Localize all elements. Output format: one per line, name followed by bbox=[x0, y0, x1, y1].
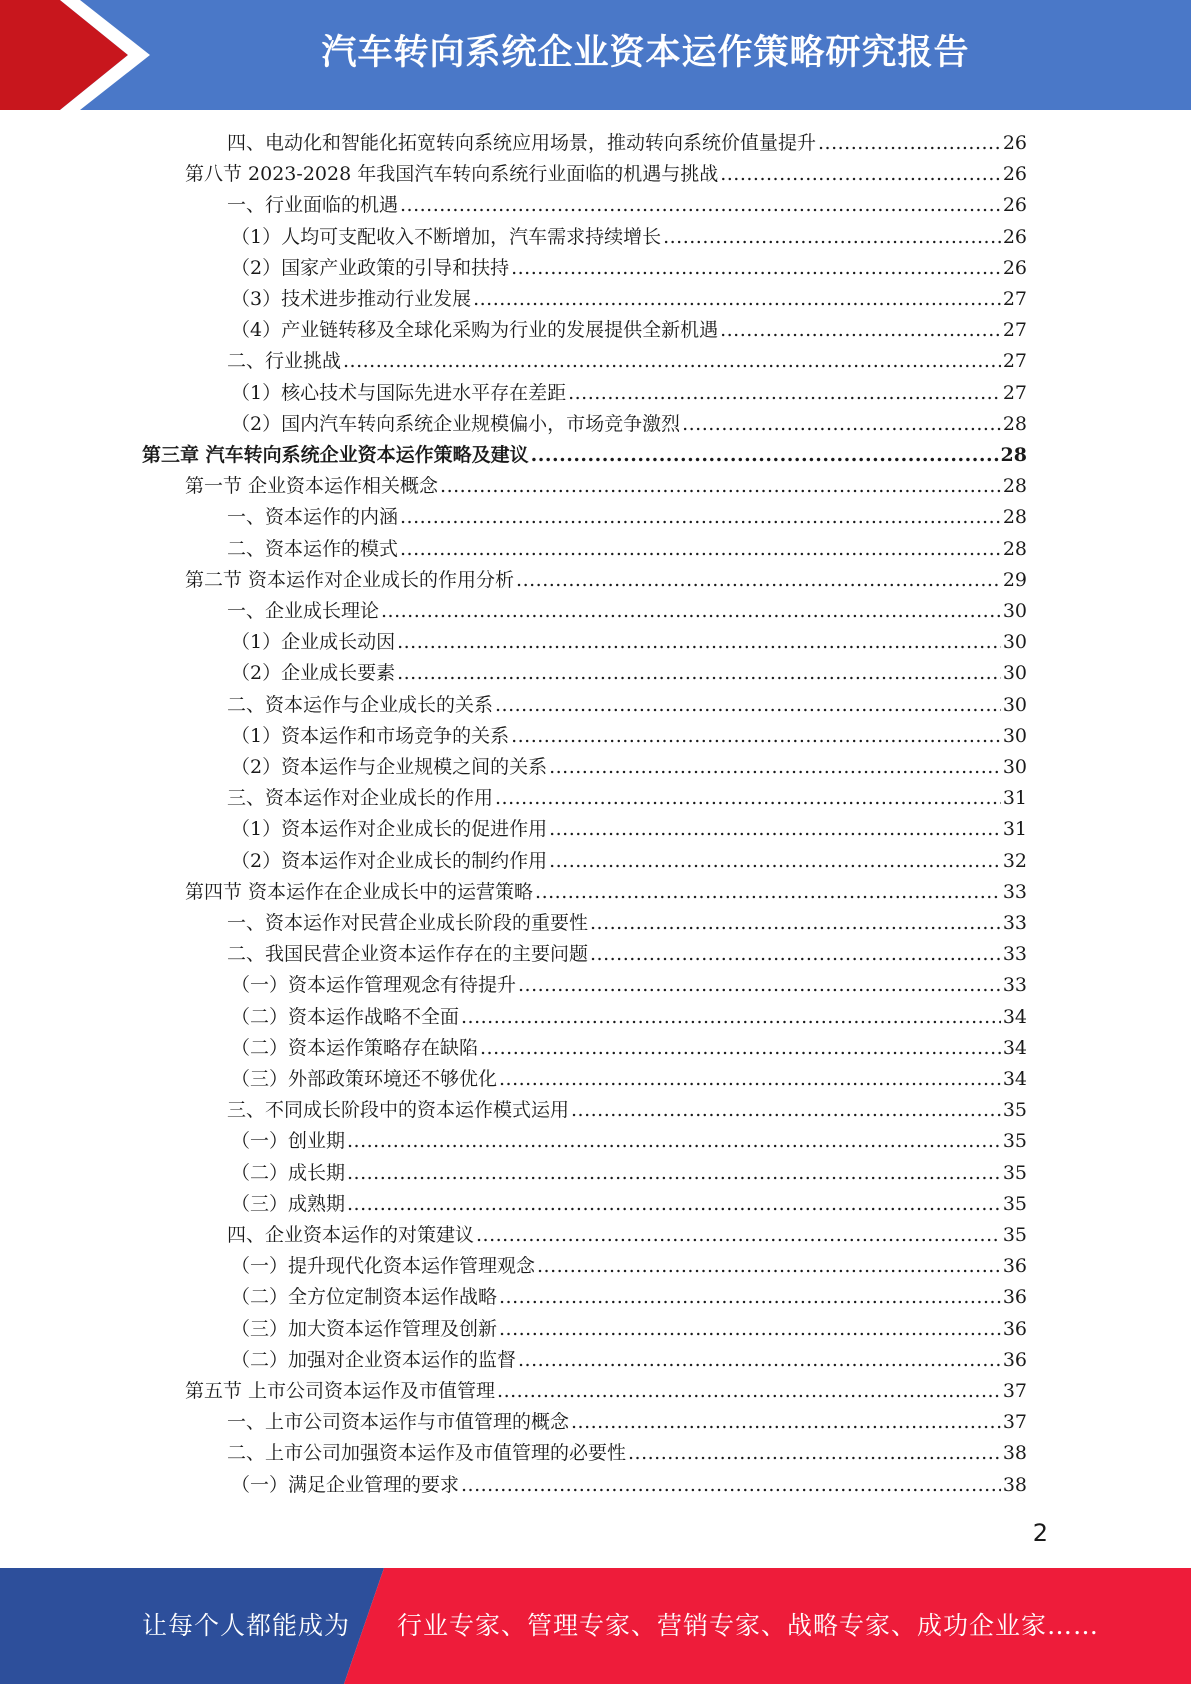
toc-entry-page: 29 bbox=[1002, 568, 1027, 591]
toc-entry-title: （三）外部政策环境还不够优化 bbox=[231, 1068, 498, 1090]
toc-entry[interactable] bbox=[142, 440, 1027, 471]
toc-entry[interactable] bbox=[231, 1282, 1027, 1313]
toc-entry-title: 第一节 企业资本运作相关概念 bbox=[185, 475, 439, 498]
toc-entry-title: 四、电动化和智能化拓宽转向系统应用场景，推动转向系统价值量提升 bbox=[227, 132, 817, 154]
toc-entry-title: 第二节 资本运作对企业成长的作用分析 bbox=[185, 568, 515, 591]
toc-dot-leader bbox=[499, 1314, 1001, 1345]
toc-entry[interactable] bbox=[227, 1438, 1027, 1469]
toc-entry[interactable] bbox=[185, 159, 1027, 190]
toc-dot-leader bbox=[590, 939, 1001, 970]
toc-entry-title: 三、不同成长阶段中的资本运作模式运用 bbox=[227, 1099, 570, 1122]
toc-entry-page: 34 bbox=[1002, 1068, 1027, 1090]
toc-dot-leader bbox=[381, 596, 1001, 627]
toc-entry-page: 35 bbox=[1002, 1224, 1027, 1246]
toc-entry-page: 35 bbox=[1002, 1099, 1027, 1122]
toc-entry-title: 三、资本运作对企业成长的作用 bbox=[227, 787, 494, 810]
toc-entry-title: 一、行业面临的机遇 bbox=[227, 194, 399, 217]
toc-entry-title: （二）加强对企业资本运作的监督 bbox=[231, 1348, 517, 1371]
toc-dot-leader bbox=[476, 1220, 1001, 1251]
toc-entry[interactable] bbox=[231, 1314, 1027, 1345]
toc-dot-leader bbox=[499, 1064, 1001, 1095]
toc-dot-leader bbox=[473, 284, 1001, 315]
toc-entry-page: 36 bbox=[1002, 1317, 1027, 1340]
toc-entry[interactable] bbox=[185, 565, 1027, 596]
toc-entry-title: （一）资本运作管理观念有待提升 bbox=[231, 974, 517, 997]
toc-dot-leader bbox=[511, 721, 1001, 752]
toc-entry-title: （二）成长期 bbox=[231, 1161, 346, 1184]
toc-entry-page: 38 bbox=[1002, 1442, 1027, 1465]
toc-entry[interactable] bbox=[227, 690, 1027, 721]
toc-entry-title: （一）创业期 bbox=[231, 1130, 346, 1153]
toc-dot-leader bbox=[720, 315, 1001, 346]
toc-entry[interactable] bbox=[227, 128, 1027, 159]
toc-entry-page: 28 bbox=[1000, 444, 1027, 466]
toc-entry-title: 四、企业资本运作的对策建议 bbox=[227, 1224, 475, 1246]
toc-entry[interactable] bbox=[231, 814, 1027, 845]
toc-entry-page: 31 bbox=[1002, 818, 1027, 841]
toc-dot-leader bbox=[461, 1470, 1001, 1501]
toc-entry-title: （一）提升现代化资本运作管理观念 bbox=[231, 1255, 536, 1278]
toc-entry-title: 一、资本运作对民营企业成长阶段的重要性 bbox=[227, 912, 589, 934]
toc-dot-leader bbox=[518, 1345, 1001, 1376]
toc-entry-page: 36 bbox=[1002, 1286, 1027, 1309]
toc-entry[interactable] bbox=[231, 409, 1027, 440]
toc-entry[interactable] bbox=[231, 970, 1027, 1001]
header-arrow-decoration bbox=[0, 0, 160, 110]
toc-entry-page: 35 bbox=[1002, 1161, 1027, 1184]
toc-entry-page: 33 bbox=[1002, 880, 1027, 903]
page-header bbox=[0, 0, 1191, 110]
toc-entry-page: 37 bbox=[1002, 1411, 1027, 1434]
page-number: 2 bbox=[1032, 1519, 1048, 1547]
toc-entry[interactable] bbox=[185, 1376, 1027, 1407]
toc-entry[interactable] bbox=[231, 1064, 1027, 1095]
toc-entry[interactable] bbox=[227, 502, 1027, 533]
toc-entry-title: （3）技术进步推动行业发展 bbox=[231, 288, 472, 310]
report-title: 汽车转向系统企业资本运作策略研究报告 bbox=[321, 33, 970, 73]
toc-dot-leader bbox=[720, 159, 1001, 190]
toc-entry-title: （三）成熟期 bbox=[231, 1192, 346, 1215]
toc-entry-page: 26 bbox=[1002, 225, 1027, 248]
toc-entry-title: （三）加大资本运作管理及创新 bbox=[231, 1317, 498, 1340]
toc-entry[interactable] bbox=[231, 846, 1027, 877]
toc-entry-page: 36 bbox=[1002, 1348, 1027, 1371]
toc-entry[interactable] bbox=[185, 877, 1027, 908]
toc-entry-page: 35 bbox=[1002, 1130, 1027, 1153]
toc-entry-title: （一）满足企业管理的要求 bbox=[231, 1473, 460, 1496]
toc-entry[interactable] bbox=[227, 190, 1027, 221]
toc-entry[interactable] bbox=[227, 783, 1027, 814]
toc-entry-page: 32 bbox=[1002, 849, 1027, 872]
toc-entry[interactable] bbox=[231, 378, 1027, 409]
toc-entry-page: 33 bbox=[1002, 943, 1027, 966]
toc-dot-leader bbox=[571, 1407, 1001, 1438]
toc-entry-page: 31 bbox=[1002, 787, 1027, 810]
toc-entry[interactable] bbox=[231, 315, 1027, 346]
toc-entry-page: 26 bbox=[1002, 194, 1027, 217]
toc-entry-title: 二、我国民营企业资本运作存在的主要问题 bbox=[227, 943, 589, 966]
toc-entry[interactable] bbox=[227, 939, 1027, 970]
toc-dot-leader bbox=[495, 783, 1001, 814]
toc-entry-title: 二、资本运作与企业成长的关系 bbox=[227, 693, 494, 716]
toc-entry[interactable] bbox=[231, 721, 1027, 752]
toc-entry[interactable] bbox=[231, 284, 1027, 315]
toc-entry-page: 30 bbox=[1002, 631, 1027, 654]
toc-entry-page: 26 bbox=[1002, 256, 1027, 279]
toc-entry[interactable] bbox=[227, 1220, 1027, 1251]
toc-dot-leader bbox=[531, 440, 999, 471]
toc-entry[interactable] bbox=[227, 1407, 1027, 1438]
toc-entry-title: （1）资本运作对企业成长的促进作用 bbox=[231, 818, 548, 841]
toc-entry-title: 二、行业挑战 bbox=[227, 350, 342, 373]
toc-dot-leader bbox=[511, 253, 1001, 284]
toc-entry[interactable] bbox=[227, 346, 1027, 377]
toc-dot-leader bbox=[400, 190, 1001, 221]
toc-dot-leader bbox=[518, 970, 1001, 1001]
toc-entry-page: 36 bbox=[1002, 1255, 1027, 1278]
toc-dot-leader bbox=[535, 877, 1001, 908]
toc-entry-title: （1）企业成长动因 bbox=[231, 631, 396, 654]
toc-dot-leader bbox=[397, 658, 1001, 689]
toc-entry-title: （2）资本运作与企业规模之间的关系 bbox=[231, 756, 548, 778]
toc-entry[interactable] bbox=[227, 908, 1027, 939]
toc-dot-leader bbox=[537, 1251, 1001, 1282]
toc-entry-title: 第三章 汽车转向系统企业资本运作策略及建议 bbox=[142, 444, 529, 466]
toc-entry-page: 33 bbox=[1002, 912, 1027, 934]
toc-entry[interactable] bbox=[231, 222, 1027, 253]
toc-entry-page: 30 bbox=[1002, 724, 1027, 747]
toc-entry-title: （2）企业成长要素 bbox=[231, 662, 396, 685]
toc-entry-page: 27 bbox=[1002, 319, 1027, 342]
toc-dot-leader bbox=[663, 222, 1001, 253]
toc-entry[interactable] bbox=[231, 1470, 1027, 1501]
toc-dot-leader bbox=[628, 1438, 1001, 1469]
toc-entry-page: 30 bbox=[1002, 756, 1027, 778]
toc-dot-leader bbox=[347, 1126, 1001, 1157]
toc-entry-page: 34 bbox=[1002, 1005, 1027, 1028]
toc-entry-page: 34 bbox=[1002, 1036, 1027, 1059]
toc-entry[interactable] bbox=[231, 1158, 1027, 1189]
toc-entry-title: （二）全方位定制资本运作战略 bbox=[231, 1286, 498, 1309]
toc-entry-page: 38 bbox=[1002, 1473, 1027, 1496]
toc-entry-page: 27 bbox=[1002, 288, 1027, 310]
toc-dot-leader bbox=[400, 502, 1001, 533]
toc-entry-page: 37 bbox=[1002, 1380, 1027, 1402]
toc-entry-title: （1）核心技术与国际先进水平存在差距 bbox=[231, 381, 567, 404]
toc-dot-leader bbox=[347, 1189, 1001, 1220]
toc-dot-leader bbox=[480, 1033, 1001, 1064]
toc-entry-page: 27 bbox=[1002, 350, 1027, 373]
toc-dot-leader bbox=[549, 752, 1001, 783]
toc-entry-page: 30 bbox=[1002, 693, 1027, 716]
toc-entry-page: 30 bbox=[1002, 662, 1027, 685]
toc-entry[interactable] bbox=[231, 1345, 1027, 1376]
toc-entry-title: 第五节 上市公司资本运作及市值管理 bbox=[185, 1380, 496, 1402]
toc-entry-title: 二、资本运作的模式 bbox=[227, 537, 399, 560]
toc-entry-title: 一、上市公司资本运作与市值管理的概念 bbox=[227, 1411, 570, 1434]
toc-entry-title: 二、上市公司加强资本运作及市值管理的必要性 bbox=[227, 1442, 627, 1465]
toc-entry-title: （2）国内汽车转向系统企业规模偏小，市场竞争激烈 bbox=[231, 412, 681, 435]
toc-entry-page: 28 bbox=[1002, 475, 1027, 498]
toc-dot-leader bbox=[516, 565, 1001, 596]
toc-entry-title: （4）产业链转移及全球化采购为行业的发展提供全新机遇 bbox=[231, 319, 719, 342]
toc-entry[interactable] bbox=[227, 534, 1027, 565]
toc-entry[interactable] bbox=[231, 1189, 1027, 1220]
toc-entry-title: 第四节 资本运作在企业成长中的运营策略 bbox=[185, 880, 534, 903]
toc-entry-title: （2）资本运作对企业成长的制约作用 bbox=[231, 849, 548, 872]
toc-dot-leader bbox=[495, 690, 1001, 721]
toc-dot-leader bbox=[590, 908, 1001, 939]
toc-dot-leader bbox=[549, 814, 1001, 845]
toc-entry-page: 27 bbox=[1002, 381, 1027, 404]
toc-entry-title: （二）资本运作策略存在缺陷 bbox=[231, 1036, 479, 1059]
toc-entry-page: 28 bbox=[1002, 537, 1027, 560]
toc-entry[interactable] bbox=[231, 1126, 1027, 1157]
toc-entry-title: 第八节 2023-2028 年我国汽车转向系统行业面临的机遇与挑战 bbox=[185, 163, 719, 186]
toc-entry-page: 26 bbox=[1002, 132, 1027, 154]
toc-dot-leader bbox=[400, 534, 1001, 565]
toc-entry-page: 33 bbox=[1002, 974, 1027, 997]
toc-dot-leader bbox=[568, 378, 1001, 409]
toc-entry-title: （1）资本运作和市场竞争的关系 bbox=[231, 724, 510, 747]
toc-entry[interactable] bbox=[231, 1251, 1027, 1282]
toc-entry-title: （2）国家产业政策的引导和扶持 bbox=[231, 256, 510, 279]
toc-entry-title: （1）人均可支配收入不断增加，汽车需求持续增长 bbox=[231, 225, 662, 248]
toc-entry-page: 30 bbox=[1002, 600, 1027, 622]
toc-dot-leader bbox=[818, 128, 1001, 159]
toc-entry-page: 35 bbox=[1002, 1192, 1027, 1215]
toc-dot-leader bbox=[571, 1095, 1001, 1126]
toc-entry[interactable] bbox=[231, 253, 1027, 284]
toc-entry[interactable] bbox=[231, 627, 1027, 658]
toc-entry-page: 28 bbox=[1002, 412, 1027, 435]
toc-entry[interactable] bbox=[227, 1095, 1027, 1126]
page-footer bbox=[0, 1568, 1191, 1684]
toc-entry-title: （二）资本运作战略不全面 bbox=[231, 1005, 460, 1028]
toc-dot-leader bbox=[343, 346, 1001, 377]
footer-slogan-right: 行业专家、管理专家、营销专家、战略专家、成功企业家…… bbox=[397, 1611, 1100, 1640]
toc-dot-leader bbox=[549, 846, 1001, 877]
toc-entry[interactable] bbox=[227, 596, 1027, 627]
toc-entry-page: 26 bbox=[1002, 163, 1027, 186]
toc-dot-leader bbox=[397, 627, 1001, 658]
toc-dot-leader bbox=[497, 1376, 1001, 1407]
toc-entry-title: 一、资本运作的内涵 bbox=[227, 506, 399, 529]
toc-dot-leader bbox=[347, 1158, 1001, 1189]
toc-dot-leader bbox=[682, 409, 1001, 440]
toc-entry[interactable] bbox=[231, 752, 1027, 783]
toc-entry[interactable] bbox=[185, 471, 1027, 502]
toc-dot-leader bbox=[461, 1002, 1001, 1033]
footer-slogan-left: 让每个人都能成为 bbox=[142, 1611, 351, 1640]
toc-dot-leader bbox=[499, 1282, 1001, 1313]
toc-entry[interactable] bbox=[231, 658, 1027, 689]
toc-entry-page: 28 bbox=[1002, 506, 1027, 529]
toc-dot-leader bbox=[440, 471, 1001, 502]
toc-entry[interactable] bbox=[231, 1033, 1027, 1064]
toc-entry-title: 一、企业成长理论 bbox=[227, 600, 380, 622]
toc-entry[interactable] bbox=[231, 1002, 1027, 1033]
